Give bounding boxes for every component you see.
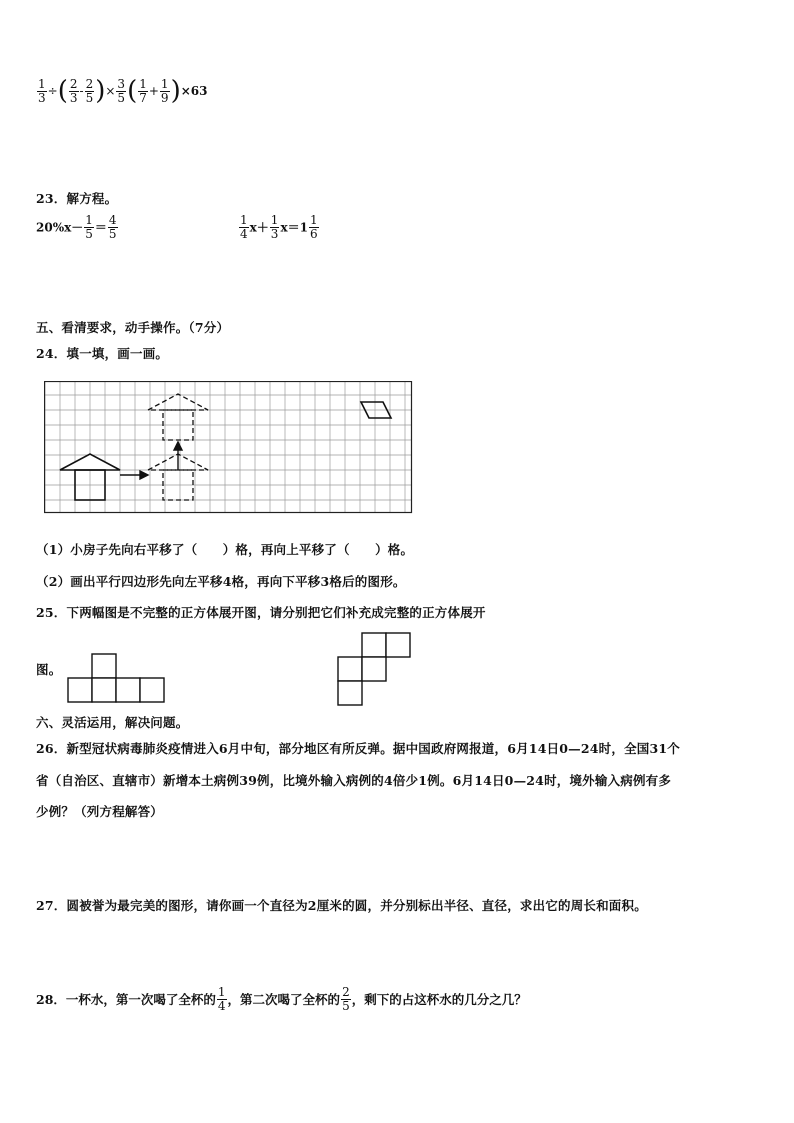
fraction: $\frac{1}{7}$ — [139, 77, 147, 105]
equation-2: $\frac{1}{4}$ x＋ $\frac{1}{3}$ x＝1 $\frac{1}{6}$ — [240, 213, 318, 241]
question-24-item-2: （2）画出平行四边形先向左平移4格，再向下平移3格后的图形。 — [36, 574, 406, 589]
grid-lines — [44, 381, 412, 513]
operator: ÷ — [47, 84, 58, 99]
cube-net-1 — [67, 653, 167, 705]
question-27: 27．圆被誉为最完美的图形，请你画一个直径为2厘米的圆，并分别标出半径、直径，求出它的周长和面积。 — [36, 898, 647, 913]
grid-border — [45, 382, 412, 513]
translation-grid-figure — [44, 381, 413, 514]
question-24-item-1: （1）小房子先向右平移了（ ）格，再向上平移了（ ）格。 — [36, 542, 414, 557]
question-23-title: 23．解方程。 — [36, 191, 118, 206]
question-28: 28．一杯水，第一次喝了全杯的 $\frac{1}{4}$ ，第二次喝了全杯的 $\frac{2}{5}$ ，剩下的占这杯水的几分之几？ — [36, 985, 527, 1013]
equation-1: 20%x－ $\frac{1}{5}$ ＝ $\frac{4}{5}$ — [36, 213, 117, 241]
question-26-line-3: 少例？（列方程解答） — [36, 804, 164, 819]
cube-net-2 — [337, 632, 413, 708]
section-5-heading: 五、看清要求，动手操作。（7分） — [36, 320, 230, 335]
question-25-title: 25．下两幅图是不完整的正方体展开图，请分别把它们补充成完整的正方体展开 — [36, 605, 486, 620]
expression-22: $\frac{1}{3}$ ÷( $\frac{2}{3}$ - $\frac{2}{5}$ )× $\frac{3}{5}$ ( $\frac{1}{7}$ + $\frac{1}{9}$ )×63 — [38, 76, 208, 107]
translated-house-up — [148, 394, 208, 440]
fraction: $\frac{2}{5}$ — [85, 77, 94, 105]
question-25-title-cont: 图。 — [36, 662, 62, 677]
up-arrow — [174, 442, 182, 470]
fraction: $\frac{2}{3}$ — [69, 77, 78, 105]
fraction: $\frac{1}{3}$ — [38, 77, 46, 105]
fraction: $\frac{3}{5}$ — [117, 77, 126, 105]
question-26-line-1: 26．新型冠状病毒肺炎疫情进入6月中旬，部分地区有所反弹。据中国政府网报道，6月14日0—24时，全国31个 — [36, 741, 680, 756]
question-24-title: 24．填一填，画一画。 — [36, 346, 169, 361]
right-arrow — [120, 471, 148, 479]
fraction: $\frac{1}{9}$ — [160, 77, 169, 105]
section-6-heading: 六、灵活运用，解决问题。 — [36, 715, 189, 730]
question-26-line-2: 省（自治区、直辖市）新增本土病例39例，比境外输入病例的4倍少1例。6月14日0—24时，境外输入病例有多 — [36, 773, 672, 788]
